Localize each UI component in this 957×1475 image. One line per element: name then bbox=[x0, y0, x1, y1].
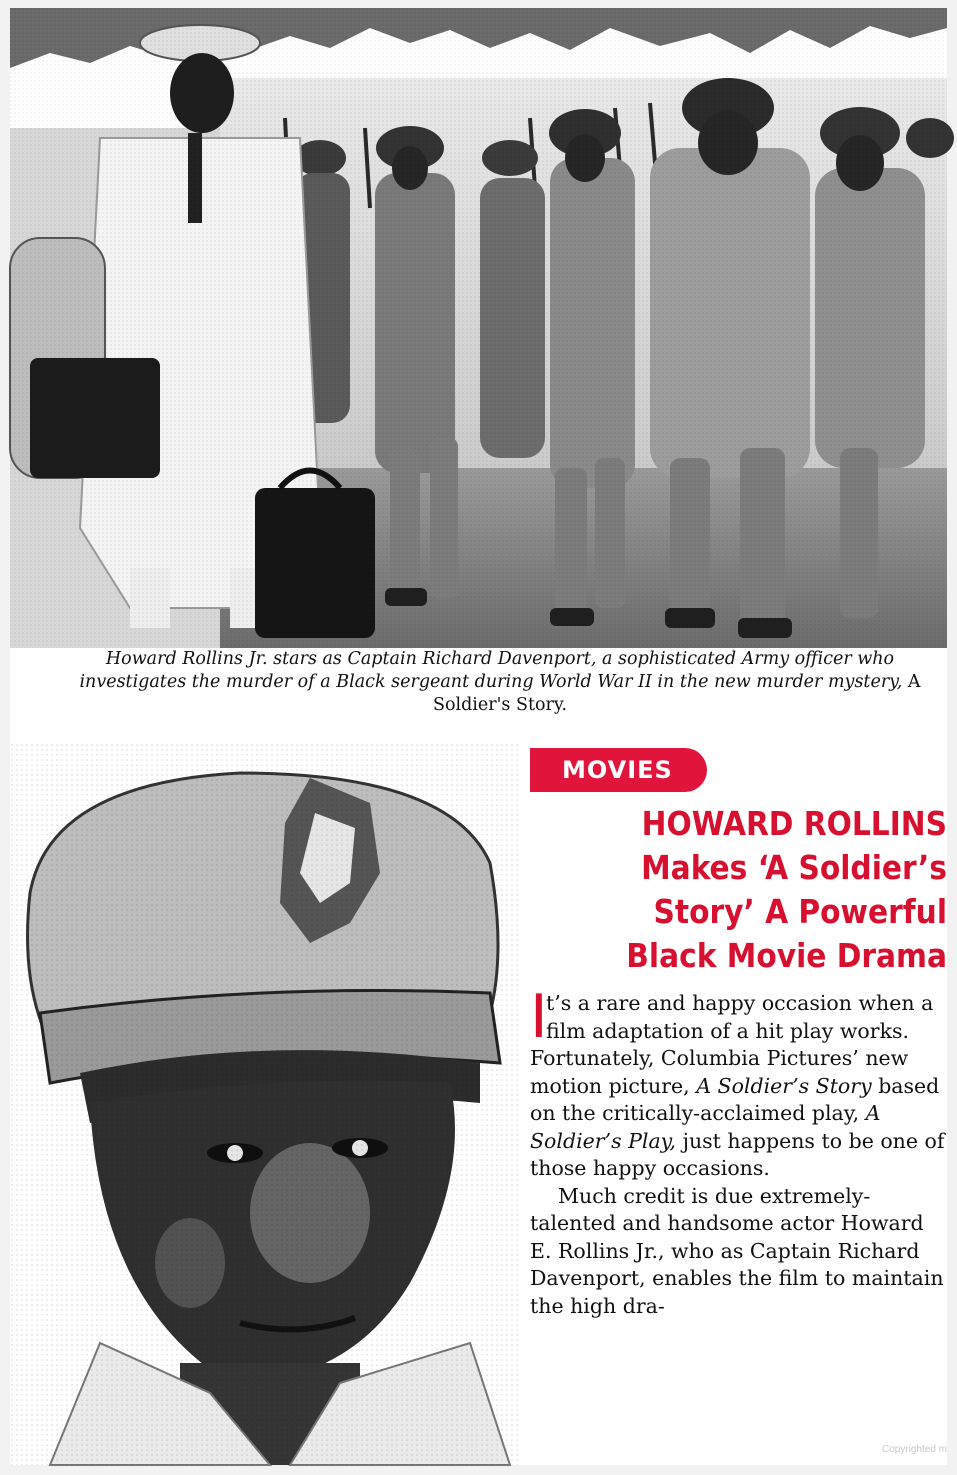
dropcap: I bbox=[530, 982, 548, 1052]
paragraph-1-mid: based on the critically-acclaimed play, bbox=[530, 1073, 940, 1125]
paragraph-2: Much credit is due extremely-talented and handsome actor Howard E. Rollins Jr., who as Captain Richard Davenport, enables the film to maintain the high dra- bbox=[530, 1183, 944, 1318]
caption-film-title: A Soldier's Story. bbox=[432, 672, 921, 715]
magazine-page bbox=[10, 8, 947, 1465]
paragraph-1 bbox=[530, 982, 948, 1183]
headline-line-1: HOWARD ROLLINS bbox=[641, 804, 947, 843]
article-headline bbox=[530, 802, 947, 978]
section-tag-movies: MOVIES bbox=[530, 748, 707, 792]
portrait-photo bbox=[10, 743, 520, 1465]
headline-line-4: Black Movie Drama bbox=[626, 936, 947, 975]
film-title-italic: A Soldier’s Story bbox=[696, 1073, 872, 1098]
play-title-italic: A Soldier’s Play, bbox=[530, 1101, 881, 1153]
headline-line-2: Makes ‘A Soldier’s bbox=[641, 848, 947, 887]
caption-text: Howard Rollins Jr. stars as Captain Richard Davenport, a sophisticated Army officer who investigates the murder of a Black sergeant during World War II in the new murder mystery, bbox=[79, 649, 903, 692]
photo-caption bbox=[50, 648, 950, 717]
marching-soldiers-photo bbox=[10, 8, 947, 648]
headline-line-3: Story’ A Powerful bbox=[653, 892, 947, 931]
paragraph-1-end: just happens to be one of those happy occasions. bbox=[530, 1128, 945, 1180]
copyright-watermark: Copyrighted m bbox=[881, 1444, 947, 1455]
paragraph-1-text: t’s a rare and happy occasion when a film adaptation of a hit play works. Fortunately, Columbia Pictures’ new motion picture, bbox=[530, 991, 934, 1098]
article-body bbox=[530, 982, 948, 1320]
